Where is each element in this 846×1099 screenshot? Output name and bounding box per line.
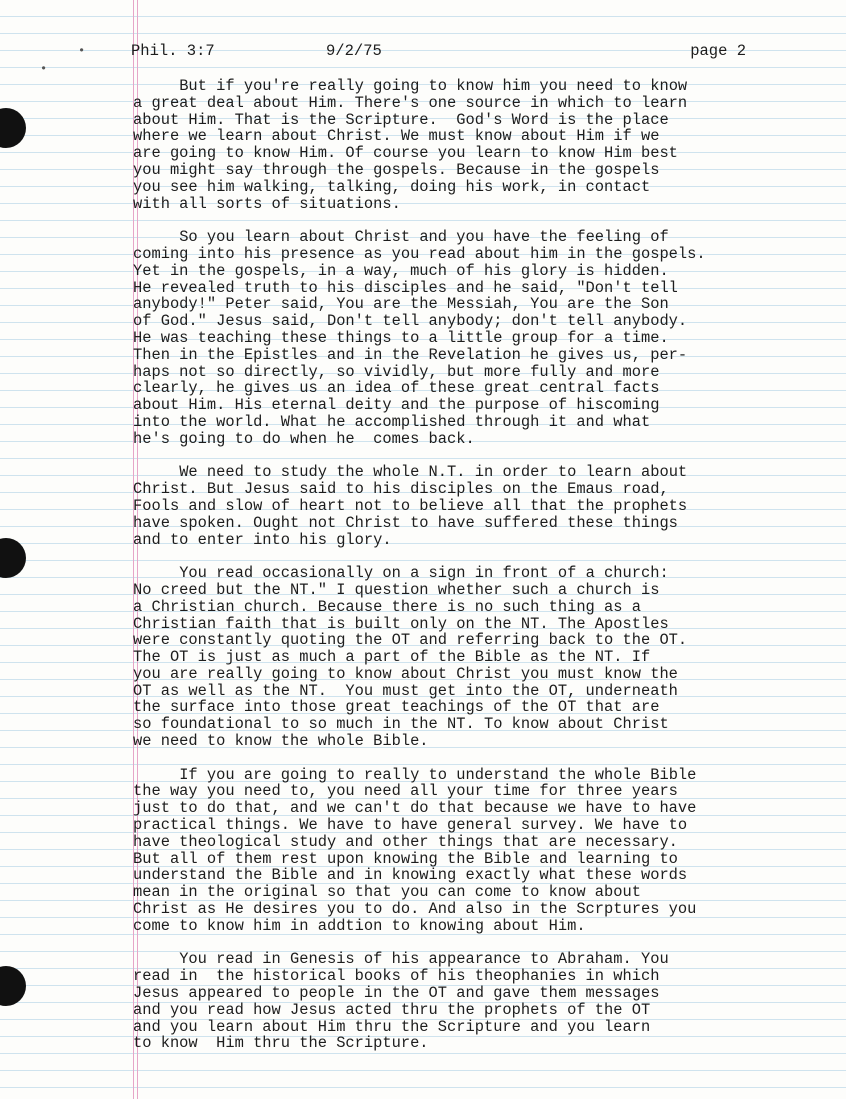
paragraph: But if you're really going to know him you need to know a great deal about Him. There's one source in which to learn about Him. That is the Scripture. God's Word is the place where we learn about Christ. We must know about Him if we are going to know Him. Of course you learn to know Him best you might say through the gospels. Because in the gospels you see him walking, talking, doing his work, in contact with all sorts of situations. (133, 77, 688, 213)
page-header (131, 42, 746, 62)
paragraph: You read occasionally on a sign in front of a church: No creed but the NT." I question whether such a church is a Christian church. Because there is no such thing as a Christian faith that is built only on the NT. The Apostles were constantly quoting the OT and referring back to the OT. The OT is just as much a part of the Bible as the NT. If you are really going to know about Christ you must know the OT as well as the NT. You must get into the OT, underneath the surface into those great teachings of the OT that are so foundational to so much in the NT. To know about Christ we need to know the whole Bible. (133, 564, 688, 751)
paragraph: So you learn about Christ and you have the feeling of coming into his presence as you read about him in the gospels. Yet in the gospels, in a way, much of his glory is hidden. He revealed truth to his disciples and he said, "Don't tell anybody!" Peter said, You are the Messiah, You are the Son of God." Jesus said, Don't tell anybody; don't tell anybody. He was teaching these things to a little group for a time. Then in the Epistles and in the Revelation he gives us, per- haps not so directly, so vividly, but more fully and more clearly, he gives us an idea of these great central facts about Him. His eternal deity and the purpose of hiscoming into the world. What he accomplished through it and what he's going to do when he comes back. (133, 228, 706, 448)
paragraph: We need to study the whole N.T. in order to learn about Christ. But Jesus said to his disciples on the Emaus road, Fools and slow of heart not to believe all that the prophets have spoken. Ought not Christ to have suffered these things and to enter into his glory. (133, 463, 688, 549)
paragraph: You read in Genesis of his appearance to Abraham. You read in the historical books of his theophanies in which Jesus appeared to people in the OT and gave them messages and you read how Jesus acted thru the prophets of the OT and you learn about Him thru the Scripture and you learn to know Him thru the Scripture. (133, 950, 669, 1053)
document-body (133, 78, 793, 1069)
paragraph: If you are going to really to understand the whole Bible the way you need to, you need all your time for three years just to do that, and we can't do that because we have to have practical things. We have to have general survey. We have to have theological study and other things that are necessary. But all of them rest upon knowing the Bible and learning to understand the Bible and in knowing exactly what these words mean in the original so that you can come to know about Christ as He desires you to do. And also in the Scrptures you come to know him in addtion to knowing about Him. (133, 765, 697, 935)
ink-speck: • (40, 62, 48, 76)
document-date: 9/2/75 (326, 42, 382, 60)
scripture-reference: Phil. 3:7 (131, 42, 215, 60)
binder-hole (0, 538, 26, 578)
ink-speck: • (78, 44, 86, 58)
binder-hole (0, 108, 26, 148)
page-number: page 2 (690, 42, 746, 60)
binder-hole (0, 966, 26, 1006)
